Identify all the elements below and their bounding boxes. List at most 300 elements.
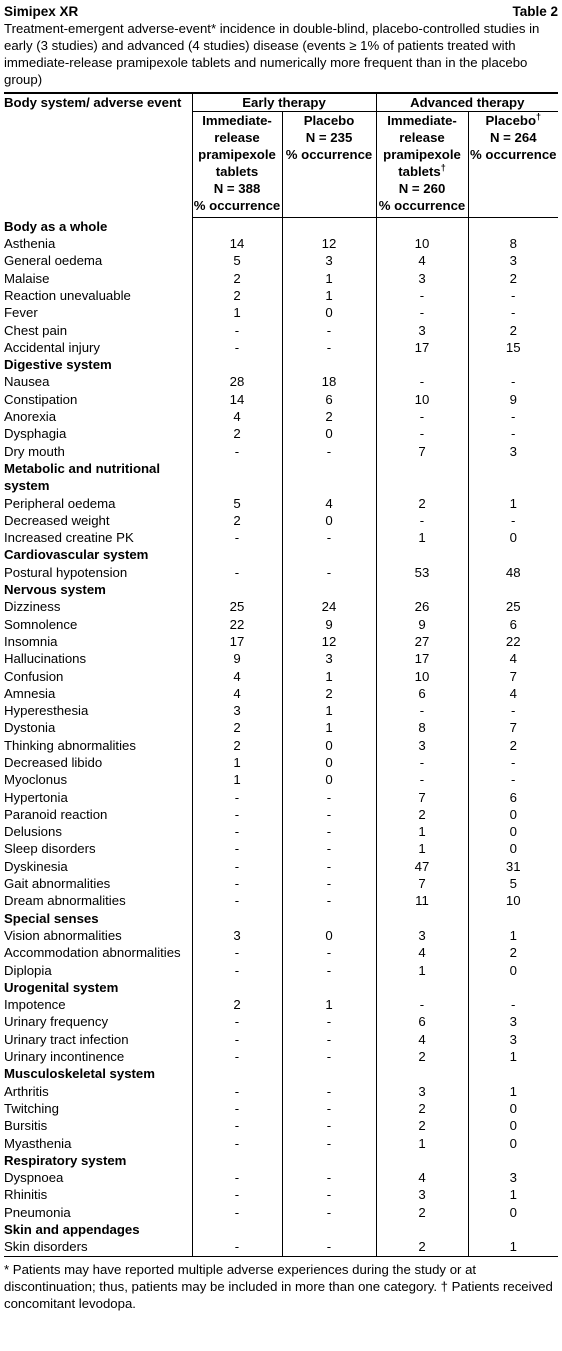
advanced-placebo-value: 9 — [468, 391, 558, 408]
advanced-placebo-value: - — [468, 512, 558, 529]
advanced-placebo-value: - — [468, 425, 558, 442]
empty-cell — [468, 1221, 558, 1238]
table-row — [4, 270, 558, 287]
early-placebo-value: 1 — [282, 702, 376, 719]
section-name: Cardiovascular system — [4, 547, 149, 563]
table-row — [4, 754, 558, 771]
document-name: Simipex XR — [4, 4, 79, 19]
table-caption: Treatment-emergent adverse-event* incidence in double-blind, placebo-controlled studies in early (3 studies) and advanced (4 studies) disease (events ≥ 1% of patients treated with immediate-release pramipexole tablets and numerically more frequent than in the placebo group) — [4, 21, 540, 87]
advanced-ir-value: 10 — [376, 391, 468, 408]
early-placebo-value: - — [282, 1135, 376, 1152]
advanced-placebo-value: 0 — [468, 1204, 558, 1221]
early-ir-value: 14 — [192, 235, 282, 252]
early-ir-value: 2 — [192, 270, 282, 287]
early-placebo-value: - — [282, 806, 376, 823]
early-ir-value: - — [192, 1135, 282, 1152]
table-row — [4, 1048, 558, 1065]
empty-cell — [192, 546, 282, 563]
adverse-event-name: Gait abnormalities — [4, 876, 111, 892]
advanced-ir-value: 1 — [376, 1135, 468, 1152]
early-ir-value: 14 — [192, 391, 282, 408]
early-ir-value: 4 — [192, 668, 282, 685]
table-row — [4, 789, 558, 806]
empty-cell — [192, 356, 282, 373]
advanced-ir-value: - — [376, 287, 468, 304]
section-row — [4, 1065, 558, 1082]
early-placebo-value: 9 — [282, 616, 376, 633]
advanced-placebo-label-text: Placebo — [485, 113, 537, 129]
adverse-event-name: Amnesia — [4, 685, 56, 701]
advanced-placebo-value: 1 — [468, 495, 558, 512]
early-ir-value: - — [192, 529, 282, 546]
advanced-ir-value: 6 — [376, 685, 468, 702]
early-placebo-value: - — [282, 875, 376, 892]
early-placebo-value: - — [282, 944, 376, 961]
empty-cell — [376, 1152, 468, 1169]
section-row — [4, 1152, 558, 1169]
advanced-ir-value: 2 — [376, 1048, 468, 1065]
advanced-ir-value: - — [376, 373, 468, 390]
early-ir-value: 2 — [192, 287, 282, 304]
table-footnote: * Patients may have reported multiple adverse experiences during the study or at discontinuation; thus, patients may be included in more than one category. † Patients received concomitant levodopa. — [4, 1261, 553, 1311]
adverse-event-name: Nausea — [4, 374, 50, 390]
early-ir-value: 2 — [192, 737, 282, 754]
advanced-ir-value: 7 — [376, 875, 468, 892]
adverse-event-name: Vision abnormalities — [4, 927, 122, 943]
early-placebo-value: - — [282, 1031, 376, 1048]
advanced-placebo-value: 6 — [468, 616, 558, 633]
early-ir-value: - — [192, 944, 282, 961]
table-row — [4, 927, 558, 944]
advanced-ir-value: 2 — [376, 1238, 468, 1256]
early-placebo-value: - — [282, 892, 376, 909]
table-row — [4, 806, 558, 823]
section-name: Respiratory system — [4, 1152, 127, 1168]
early-placebo-value: 2 — [282, 408, 376, 425]
early-ir-value: - — [192, 875, 282, 892]
section-name: Special senses — [4, 910, 99, 926]
early-ir-value: - — [192, 1117, 282, 1134]
table-row — [4, 495, 558, 512]
section-name: Nervous system — [4, 582, 106, 598]
table-row — [4, 304, 558, 321]
table-row — [4, 962, 558, 979]
table-row — [4, 1186, 558, 1203]
section-row — [4, 1221, 558, 1238]
empty-cell — [192, 1152, 282, 1169]
advanced-ir-value: 47 — [376, 858, 468, 875]
table-row — [4, 616, 558, 633]
column-header-early-placebo — [282, 112, 376, 218]
advanced-placebo-value: 3 — [468, 443, 558, 460]
early-ir-value: 4 — [192, 408, 282, 425]
empty-cell — [376, 546, 468, 563]
early-placebo-unit: % occurrence — [285, 147, 373, 163]
empty-cell — [376, 356, 468, 373]
early-ir-value: 5 — [192, 252, 282, 269]
empty-cell — [282, 979, 376, 996]
table-row — [4, 443, 558, 460]
table-row — [4, 1169, 558, 1186]
table-row — [4, 235, 558, 252]
table-row — [4, 425, 558, 442]
empty-cell — [282, 910, 376, 927]
table-row — [4, 391, 558, 408]
advanced-placebo-value: 2 — [468, 322, 558, 339]
adverse-event-name: Diplopia — [4, 962, 52, 978]
early-placebo-value: 0 — [282, 754, 376, 771]
advanced-ir-value: 3 — [376, 927, 468, 944]
empty-cell — [282, 356, 376, 373]
advanced-ir-value: - — [376, 304, 468, 321]
advanced-ir-value: 3 — [376, 1186, 468, 1203]
advanced-placebo-value: 2 — [468, 737, 558, 754]
early-placebo-value: 1 — [282, 668, 376, 685]
advanced-placebo-value: 0 — [468, 1100, 558, 1117]
empty-cell — [468, 460, 558, 495]
early-ir-value: 17 — [192, 633, 282, 650]
early-placebo-value: 1 — [282, 996, 376, 1013]
advanced-placebo-value: 5 — [468, 875, 558, 892]
early-ir-value: - — [192, 1048, 282, 1065]
table-row — [4, 598, 558, 615]
adverse-event-name: Dizziness — [4, 599, 61, 615]
early-placebo-n: N = 235 — [305, 130, 353, 146]
early-placebo-value: 3 — [282, 252, 376, 269]
early-placebo-value: - — [282, 564, 376, 581]
adverse-event-name: General oedema — [4, 253, 103, 269]
column-header-early-ir — [192, 112, 282, 218]
empty-cell — [282, 1221, 376, 1238]
early-placebo-value: - — [282, 1083, 376, 1100]
advanced-placebo-value: - — [468, 408, 558, 425]
advanced-placebo-value: - — [468, 754, 558, 771]
table-row — [4, 771, 558, 788]
adverse-event-table — [4, 92, 558, 1257]
advanced-ir-value: - — [376, 754, 468, 771]
advanced-ir-value: 2 — [376, 806, 468, 823]
adverse-event-name: Accidental injury — [4, 339, 101, 355]
advanced-placebo-value: 3 — [468, 1169, 558, 1186]
adverse-event-name: Malaise — [4, 270, 50, 286]
early-ir-value: 25 — [192, 598, 282, 615]
early-placebo-value: 4 — [282, 495, 376, 512]
table-row — [4, 339, 558, 356]
advanced-ir-value: 1 — [376, 840, 468, 857]
advanced-placebo-value: - — [468, 996, 558, 1013]
empty-cell — [192, 460, 282, 495]
empty-cell — [376, 910, 468, 927]
empty-cell — [468, 546, 558, 563]
advanced-ir-value: 3 — [376, 270, 468, 287]
table-row — [4, 1135, 558, 1152]
early-ir-value: 4 — [192, 685, 282, 702]
table-row — [4, 875, 558, 892]
advanced-placebo-value: 0 — [468, 529, 558, 546]
advanced-ir-unit: % occurrence — [378, 198, 466, 214]
advanced-ir-value: 8 — [376, 719, 468, 736]
adverse-event-name: Dyspnoea — [4, 1170, 64, 1186]
early-placebo-value: 2 — [282, 685, 376, 702]
advanced-placebo-value: 2 — [468, 944, 558, 961]
advanced-ir-value: 2 — [376, 1117, 468, 1134]
early-ir-value: - — [192, 1204, 282, 1221]
advanced-ir-value: 10 — [376, 668, 468, 685]
advanced-ir-value: 2 — [376, 495, 468, 512]
table-row — [4, 633, 558, 650]
adverse-event-name: Urinary tract infection — [4, 1031, 129, 1047]
adverse-event-name: Dyskinesia — [4, 858, 68, 874]
early-ir-value: 1 — [192, 304, 282, 321]
table-row — [4, 996, 558, 1013]
early-placebo-value: - — [282, 1048, 376, 1065]
early-ir-value: 22 — [192, 616, 282, 633]
early-ir-value: 5 — [192, 495, 282, 512]
advanced-ir-value: 17 — [376, 339, 468, 356]
empty-cell — [282, 581, 376, 598]
advanced-placebo-value: 1 — [468, 1238, 558, 1256]
early-placebo-value: 3 — [282, 650, 376, 667]
table-row — [4, 1238, 558, 1256]
early-ir-value: 2 — [192, 719, 282, 736]
early-placebo-value: 1 — [282, 270, 376, 287]
advanced-ir-value: 1 — [376, 823, 468, 840]
advanced-ir-value: - — [376, 702, 468, 719]
early-placebo-value: - — [282, 1169, 376, 1186]
early-ir-value: 28 — [192, 373, 282, 390]
table-row — [4, 287, 558, 304]
advanced-placebo-value: 7 — [468, 719, 558, 736]
empty-cell — [468, 581, 558, 598]
adverse-event-name: Decreased weight — [4, 512, 110, 528]
advanced-placebo-value: 1 — [468, 1083, 558, 1100]
advanced-placebo-value: 0 — [468, 1117, 558, 1134]
adverse-event-name: Hypertonia — [4, 789, 68, 805]
advanced-placebo-value: 1 — [468, 1186, 558, 1203]
advanced-ir-value: 4 — [376, 1169, 468, 1186]
advanced-ir-value: - — [376, 408, 468, 425]
early-placebo-value: 1 — [282, 287, 376, 304]
adverse-event-name: Decreased libido — [4, 755, 103, 770]
advanced-placebo-value: 0 — [468, 962, 558, 979]
adverse-event-name: Dream abnormalities — [4, 893, 126, 909]
advanced-ir-value: - — [376, 771, 468, 788]
section-row — [4, 546, 558, 563]
adverse-event-name: Peripheral oedema — [4, 495, 116, 511]
early-placebo-value: 0 — [282, 771, 376, 788]
advanced-placebo-value: 1 — [468, 1048, 558, 1065]
advanced-ir-n: N = 260 — [398, 181, 446, 197]
advanced-placebo-dagger: † — [536, 111, 542, 122]
early-ir-value: - — [192, 1083, 282, 1100]
advanced-ir-value: 2 — [376, 1204, 468, 1221]
adverse-event-name: Myoclonus — [4, 772, 68, 788]
advanced-placebo-value: 0 — [468, 806, 558, 823]
adverse-event-name: Thinking abnormalities — [4, 737, 136, 753]
early-ir-value: 2 — [192, 512, 282, 529]
adverse-event-name: Hallucinations — [4, 651, 87, 667]
early-ir-value: - — [192, 443, 282, 460]
empty-cell — [192, 1221, 282, 1238]
early-ir-value: - — [192, 564, 282, 581]
table-row — [4, 702, 558, 719]
advanced-ir-value: 26 — [376, 598, 468, 615]
early-placebo-value: 0 — [282, 512, 376, 529]
empty-cell — [468, 910, 558, 927]
early-ir-value: - — [192, 892, 282, 909]
adverse-event-name: Dysphagia — [4, 426, 67, 442]
adverse-event-name: Anorexia — [4, 409, 57, 425]
advanced-ir-value: 10 — [376, 235, 468, 252]
early-ir-value: - — [192, 806, 282, 823]
advanced-ir-value: 4 — [376, 252, 468, 269]
empty-cell — [376, 581, 468, 598]
early-placebo-value: - — [282, 840, 376, 857]
early-ir-value: - — [192, 322, 282, 339]
advanced-placebo-value: 3 — [468, 1013, 558, 1030]
advanced-ir-value: - — [376, 996, 468, 1013]
adverse-event-name: Fever — [4, 305, 38, 321]
early-placebo-value: 12 — [282, 633, 376, 650]
adverse-event-name: Rhinitis — [4, 1187, 48, 1203]
early-ir-value: - — [192, 1186, 282, 1203]
early-placebo-value: - — [282, 339, 376, 356]
document-header — [4, 3, 558, 20]
empty-cell — [282, 546, 376, 563]
early-ir-n: N = 388 — [213, 181, 261, 197]
section-name: Skin and appendages — [4, 1222, 140, 1238]
early-placebo-value: - — [282, 1117, 376, 1134]
early-placebo-value: 0 — [282, 425, 376, 442]
early-placebo-value: - — [282, 789, 376, 806]
advanced-ir-label — [377, 112, 468, 180]
early-ir-value: - — [192, 1100, 282, 1117]
early-ir-value: 3 — [192, 702, 282, 719]
early-ir-value: - — [192, 962, 282, 979]
empty-cell — [282, 1152, 376, 1169]
adverse-event-name: Urinary incontinence — [4, 1049, 125, 1065]
advanced-placebo-value: 0 — [468, 1135, 558, 1152]
table-row — [4, 1031, 558, 1048]
advanced-placebo-value: - — [468, 304, 558, 321]
advanced-placebo-value: - — [468, 702, 558, 719]
advanced-placebo-value: - — [468, 771, 558, 788]
advanced-placebo-value: 3 — [468, 252, 558, 269]
empty-cell — [192, 581, 282, 598]
advanced-placebo-value: - — [468, 373, 558, 390]
advanced-ir-label-text: Immediate-release pramipexole tablets — [383, 113, 461, 180]
advanced-ir-value: 6 — [376, 1013, 468, 1030]
group-header-early: Early therapy — [192, 93, 376, 112]
table-label: Table 2 — [512, 4, 558, 19]
empty-cell — [468, 1152, 558, 1169]
advanced-placebo-value: 0 — [468, 823, 558, 840]
early-placebo-value: 0 — [282, 927, 376, 944]
advanced-placebo-value: 2 — [468, 270, 558, 287]
advanced-ir-value: 7 — [376, 443, 468, 460]
early-placebo-value: - — [282, 962, 376, 979]
adverse-event-name: Paranoid reaction — [4, 806, 108, 822]
early-placebo-value: - — [282, 322, 376, 339]
early-placebo-value: 6 — [282, 391, 376, 408]
advanced-ir-value: 2 — [376, 1100, 468, 1117]
adverse-event-name: Constipation — [4, 391, 78, 407]
advanced-placebo-value: 1 — [468, 927, 558, 944]
table-row — [4, 408, 558, 425]
early-placebo-value: 18 — [282, 373, 376, 390]
adverse-event-name: Dry mouth — [4, 443, 65, 459]
advanced-placebo-n: N = 264 — [489, 130, 537, 146]
advanced-ir-value: 3 — [376, 737, 468, 754]
table-row — [4, 529, 558, 546]
adverse-event-name: Asthenia — [4, 236, 56, 252]
adverse-event-name: Dystonia — [4, 720, 56, 736]
adverse-event-name: Accommodation abnormalities — [4, 945, 181, 961]
advanced-placebo-value: 31 — [468, 858, 558, 875]
group-header-advanced: Advanced therapy — [376, 93, 558, 112]
table-row — [4, 512, 558, 529]
column-header-body-system: Body system/ adverse event — [4, 93, 192, 218]
adverse-event-name: Somnolence — [4, 616, 78, 632]
early-ir-value: 9 — [192, 650, 282, 667]
early-placebo-value: 0 — [282, 304, 376, 321]
section-row — [4, 910, 558, 927]
advanced-placebo-value: 8 — [468, 235, 558, 252]
table-row — [4, 322, 558, 339]
section-name: Digestive system — [4, 357, 112, 373]
empty-cell — [468, 1065, 558, 1082]
advanced-placebo-value: 15 — [468, 339, 558, 356]
table-row — [4, 1013, 558, 1030]
empty-cell — [376, 1065, 468, 1082]
table-row — [4, 823, 558, 840]
advanced-placebo-value: 4 — [468, 650, 558, 667]
early-placebo-value: - — [282, 1204, 376, 1221]
empty-cell — [376, 979, 468, 996]
adverse-event-name: Sleep disorders — [4, 841, 96, 857]
early-placebo-value: - — [282, 529, 376, 546]
table-row — [4, 858, 558, 875]
advanced-placebo-value: - — [468, 287, 558, 304]
table-row — [4, 1100, 558, 1117]
adverse-event-name: Hyperesthesia — [4, 703, 89, 719]
early-placebo-value: - — [282, 1013, 376, 1030]
advanced-ir-dagger: † — [440, 162, 446, 173]
table-row — [4, 737, 558, 754]
section-name: Metabolic and nutritional system — [4, 460, 161, 494]
early-ir-value: - — [192, 840, 282, 857]
early-ir-value: 2 — [192, 425, 282, 442]
advanced-ir-value: 53 — [376, 564, 468, 581]
adverse-event-name: Skin disorders — [4, 1238, 192, 1256]
advanced-ir-value: 4 — [376, 1031, 468, 1048]
section-row — [4, 218, 558, 235]
early-placebo-value: - — [282, 1238, 376, 1256]
table-row — [4, 252, 558, 269]
table-row — [4, 719, 558, 736]
empty-cell — [192, 218, 282, 235]
table-row — [4, 892, 558, 909]
advanced-ir-value: 7 — [376, 789, 468, 806]
adverse-event-name: Increased creatine PK — [4, 530, 134, 546]
table-row — [4, 650, 558, 667]
adverse-event-name: Reaction unevaluable — [4, 287, 131, 303]
advanced-placebo-value: 7 — [468, 668, 558, 685]
adverse-event-name: Myasthenia — [4, 1135, 72, 1151]
adverse-event-name: Confusion — [4, 668, 64, 684]
advanced-ir-value: 4 — [376, 944, 468, 961]
adverse-event-name: Insomnia — [4, 633, 58, 649]
